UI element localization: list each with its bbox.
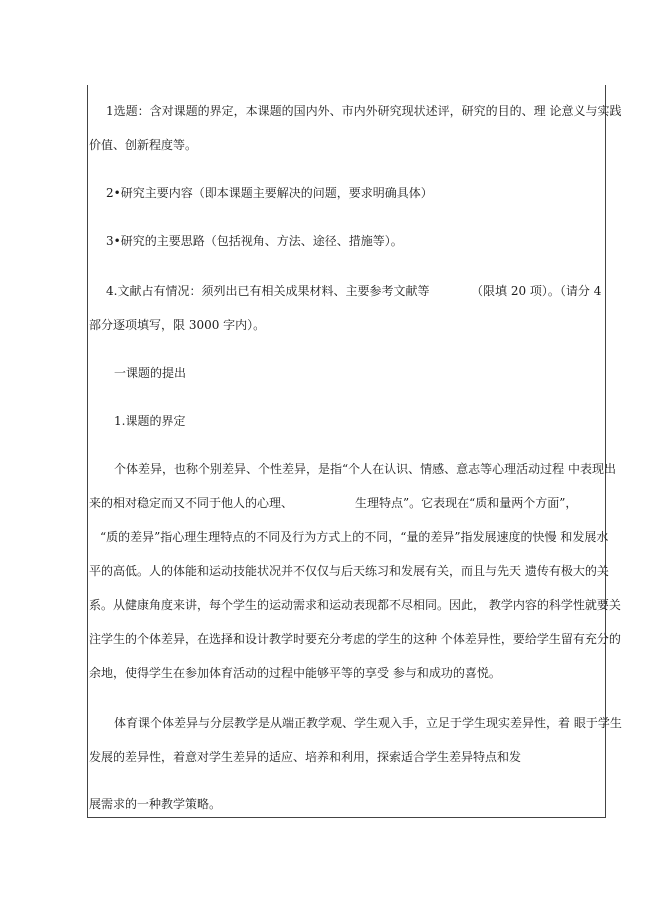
para1-line3: “质的差异”指心理生理特点的不同及行为方式上的不同，“量的差异”指发展速度的快慢 和发展水: [100, 530, 609, 544]
item4-text-line2: 部分逐项填写，限 3000 字内）。: [89, 318, 266, 332]
para2-line3: 展需求的一种教学策略。: [89, 797, 222, 811]
item1-text-line1: 1选题：含对课题的界定，本课题的国内外、市内外研究现状述评，研究的目的、理 论意义与实践: [106, 104, 622, 118]
item4-text-line1a: 4.文献占有情况：须列出已有相关成果材料、主要参考文献等: [106, 284, 430, 298]
para1-line1: 个体差异，也称个别差异、个性差异，是指“个人在认识、情感、意志等心理活动过程 中表现出: [114, 462, 616, 476]
para1-line4: 平的高低。人的体能和运动技能状况并不仅仅与后天练习和发展有关，而且与先天 遗传有极大的关: [89, 564, 609, 578]
para2-line1: 体育课个体差异与分层教学是从端正教学观、学生观入手，立足于学生现实差异性，着 眼于学生: [114, 716, 622, 730]
para1-line6: 注学生的个体差异，在选择和设计教学时要充分考虑的学生的这种 个体差异性，要给学生留有充分的: [89, 632, 621, 646]
para1-line5: 系。从健康角度来讲，每个学生的运动需求和运动表现都不尽相同。因此， 教学内容的科学性就要关: [89, 598, 621, 612]
item2-text: 2•研究主要内容（即本课题主要解决的问题，要求明确具体）: [106, 186, 433, 200]
item1-text-line2: 价值、创新程度等。: [89, 138, 198, 152]
item4-text-line1b: （限填 20 项）。（请分 4: [471, 284, 602, 298]
subsection-title: 1.课题的界定: [114, 414, 186, 428]
para1-line7: 余地，使得学生在参加体育活动的过程中能够平等的享受 参与和成功的喜悦。: [89, 666, 501, 680]
para1-line2a: 来的相对稳定而又不同于他人的心理、: [89, 496, 294, 510]
item3-text: 3•研究的主要思路（包括视角、方法、途径、措施等）。: [106, 234, 403, 248]
section-title: 一课题的提出: [114, 366, 187, 380]
para2-line2: 发展的差异性，着意对学生差异的适应、培养和利用，探索适合学生差异特点和发: [89, 750, 522, 764]
para1-line2b: 生理特点”。它表现在“质和量两个方面”，: [355, 496, 578, 510]
